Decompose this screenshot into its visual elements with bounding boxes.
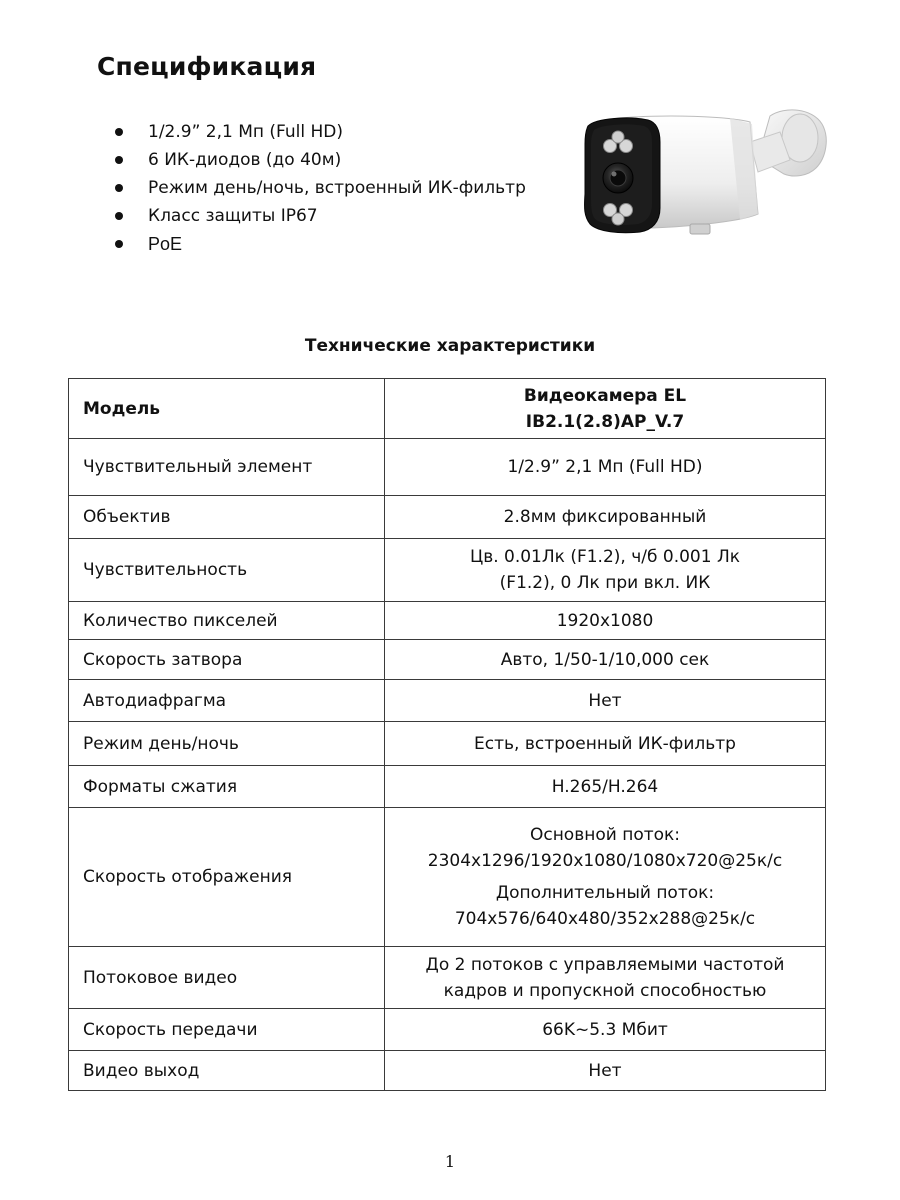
cell-label: Чувствительный элемент — [69, 439, 385, 496]
streaming-line-1: До 2 потоков с управляемыми частотой — [425, 954, 785, 975]
cell-label: Скорость отображения — [69, 808, 385, 947]
model-line-1: Видеокамера EL — [523, 385, 687, 406]
bullet-icon — [115, 240, 123, 248]
cell-value — [385, 947, 826, 1009]
cell-value: 1/2.9” 2,1 Мп (Full HD) — [385, 439, 826, 496]
sub-stream-value: 704x576/640x480/352x288@25к/с — [454, 909, 756, 929]
spec-table — [68, 378, 826, 1091]
list-item — [110, 146, 570, 174]
bullet-icon — [115, 156, 123, 164]
cell-label: Чувствительность — [69, 539, 385, 602]
main-stream-title: Основной поток: — [529, 825, 681, 845]
sub-stream-title: Дополнительный поток: — [495, 883, 715, 903]
table-row — [69, 640, 826, 680]
list-item — [110, 202, 570, 230]
list-item — [110, 174, 570, 202]
table-row — [69, 439, 826, 496]
cell-label: Автодиафрагма — [69, 680, 385, 722]
cell-value: Авто, 1/50-1/10,000 сек — [385, 640, 826, 680]
table-row — [69, 766, 826, 808]
model-line-2: IB2.1(2.8)AP_V.7 — [525, 411, 685, 432]
cell-label: Видео выход — [69, 1051, 385, 1091]
cell-value: 2.8мм фиксированный — [385, 496, 826, 539]
table-row — [69, 379, 826, 439]
cell-value: Нет — [385, 680, 826, 722]
cell-value: Есть, встроенный ИК-фильтр — [385, 722, 826, 766]
cell-label: Скорость затвора — [69, 640, 385, 680]
table-row — [69, 680, 826, 722]
camera-image — [580, 98, 830, 248]
feature-text: Режим день/ночь, встроенный ИК-фильтр — [148, 178, 526, 198]
cell-value: Нет — [385, 1051, 826, 1091]
cell-value: 66K~5.3 Мбит — [385, 1009, 826, 1051]
cell-label: Потоковое видео — [69, 947, 385, 1009]
bullet-icon — [115, 184, 123, 192]
cell-label: Количество пикселей — [69, 602, 385, 640]
table-row — [69, 602, 826, 640]
table-row — [69, 722, 826, 766]
table-row — [69, 539, 826, 602]
cell-label: Объектив — [69, 496, 385, 539]
feature-text: 1/2.9” 2,1 Мп (Full HD) — [148, 122, 344, 142]
feature-text: Класс защиты IP67 — [148, 206, 318, 226]
streaming-line-2: кадров и пропускной способностью — [443, 980, 767, 1001]
table-row — [69, 947, 826, 1009]
sensitivity-line-2: (F1.2), 0 Лк при вкл. ИК — [499, 573, 711, 593]
cell-value — [385, 539, 826, 602]
page-number: 1 — [444, 1152, 456, 1171]
feature-text: 6 ИК-диодов (до 40м) — [148, 150, 342, 170]
list-item — [110, 118, 570, 146]
cell-label: Скорость передачи — [69, 1009, 385, 1051]
list-item — [110, 230, 570, 258]
table-row — [69, 496, 826, 539]
table-row — [69, 808, 826, 947]
bullet-icon — [115, 128, 123, 136]
bullet-icon — [115, 212, 123, 220]
cell-value — [385, 808, 826, 947]
sensitivity-line-1: Цв. 0.01Лк (F1.2), ч/б 0.001 Лк — [470, 547, 740, 567]
feature-text: PoE — [148, 234, 183, 254]
cell-label: Форматы сжатия — [69, 766, 385, 808]
cell-value: H.265/H.264 — [385, 766, 826, 808]
table-title: Технические характеристики — [304, 336, 596, 356]
table-row — [69, 1009, 826, 1051]
table-row — [69, 1051, 826, 1091]
cell-value — [385, 379, 826, 439]
cell-label: Модель — [69, 379, 385, 439]
cell-value: 1920x1080 — [385, 602, 826, 640]
cell-label: Режим день/ночь — [69, 722, 385, 766]
feature-list — [110, 118, 570, 258]
main-stream-value: 2304x1296/1920x1080/1080x720@25к/с — [427, 851, 783, 871]
page-title: Спецификация — [97, 52, 317, 81]
